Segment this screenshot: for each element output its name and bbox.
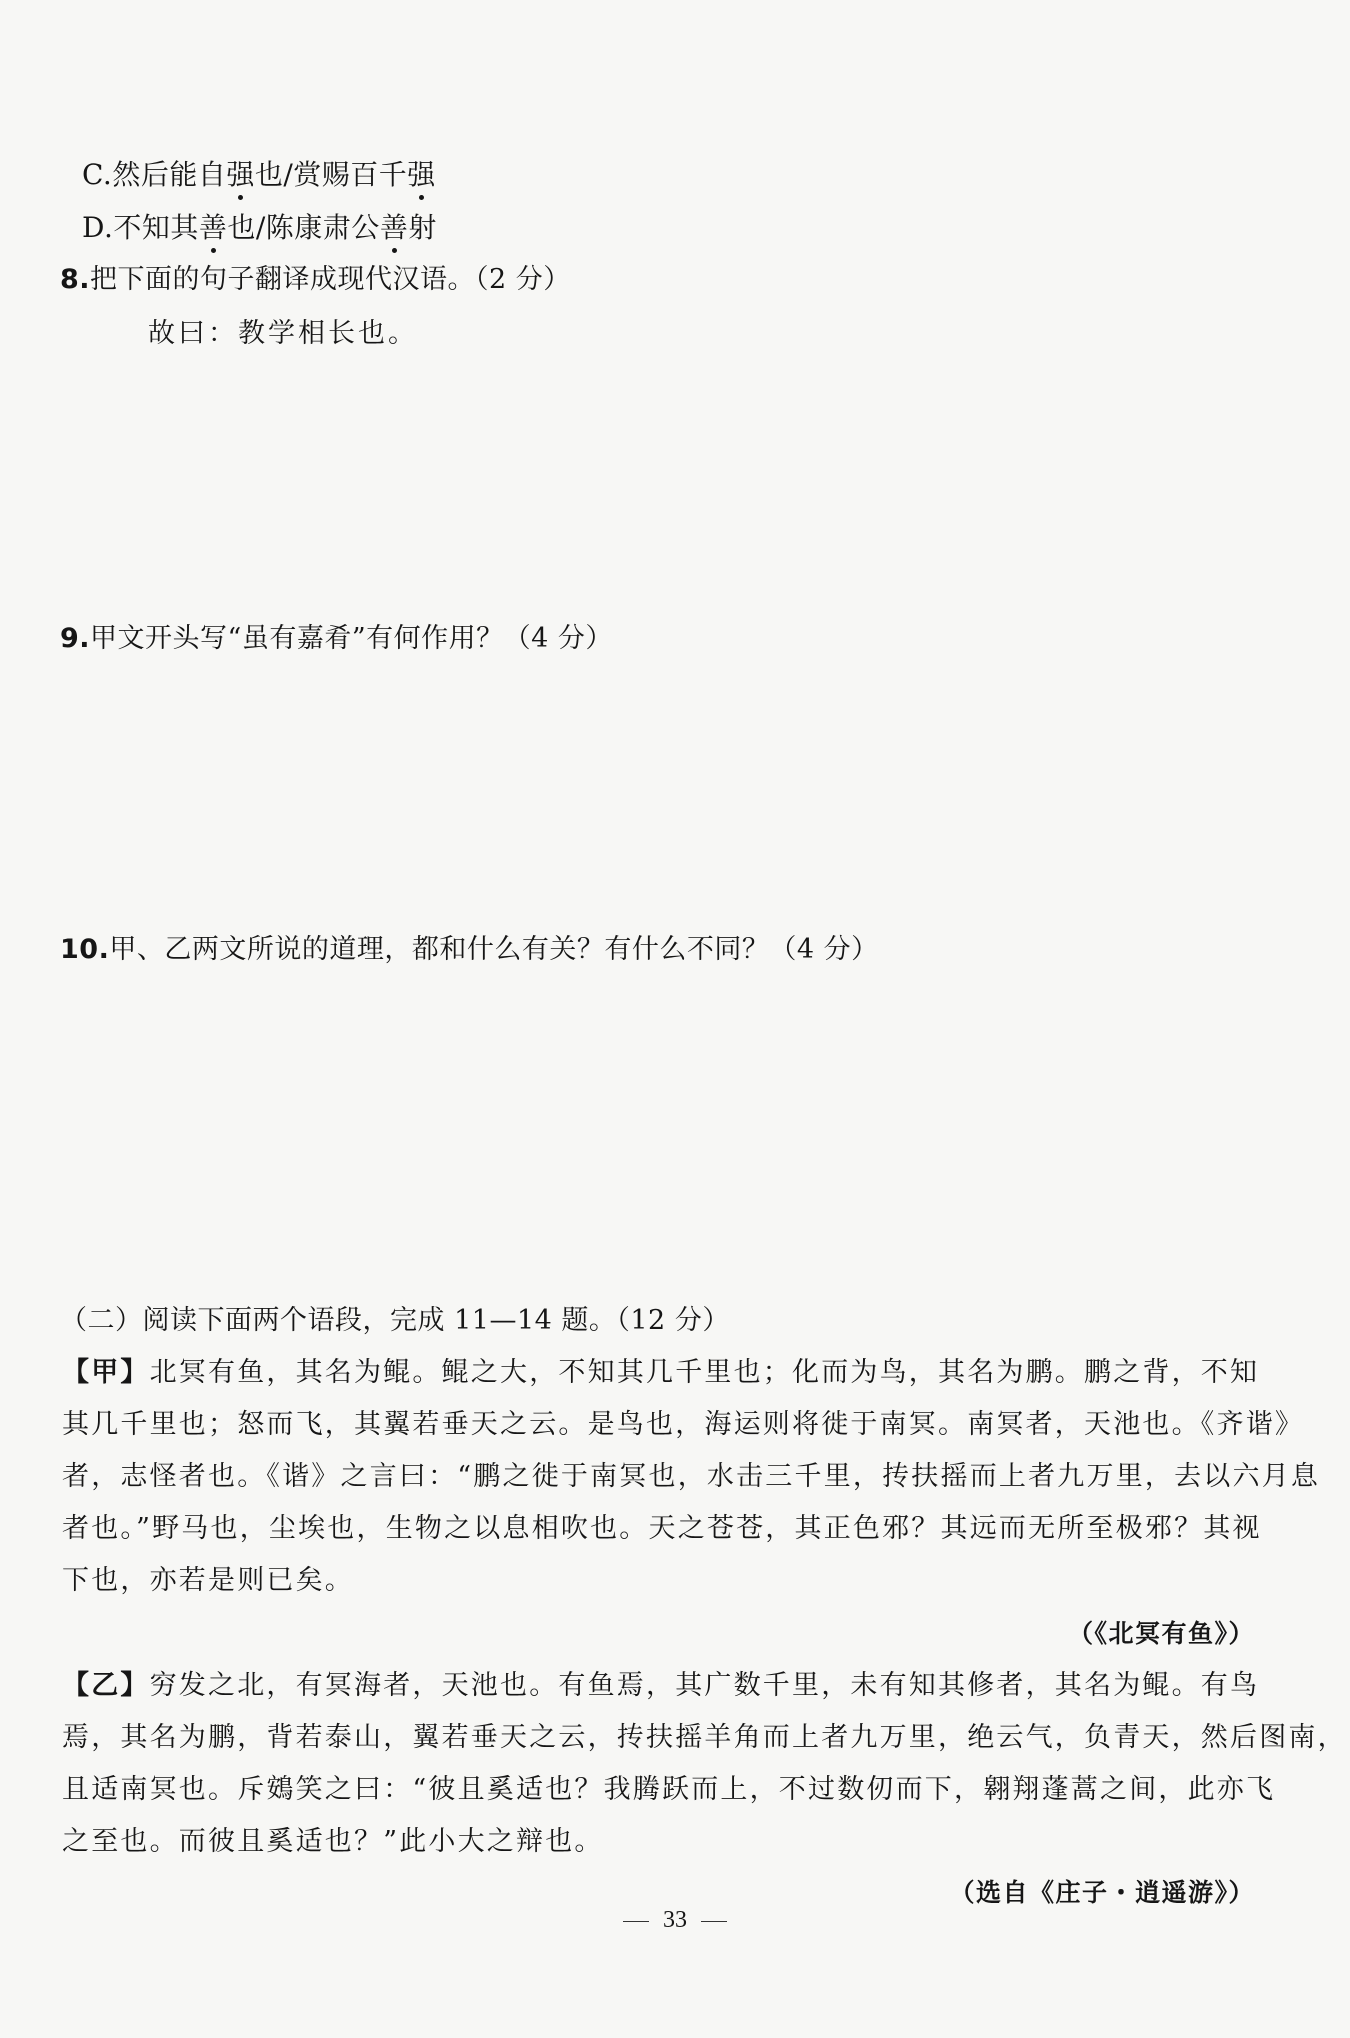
question-text: 把下面的句子翻译成现代汉语。（2 分） — [90, 264, 571, 295]
passage-b-line: 【乙】穷发之北，有冥海者，天池也。有鱼焉，其广数千里，未有知其修者，其名为鲲。有鸟 — [62, 1670, 1260, 1701]
question-text: 甲文开头写“虽有嘉肴”有何作用？（4 分） — [90, 623, 613, 654]
question-text: 甲、乙两文所说的道理，都和什么有关？有什么不同？（4 分） — [109, 934, 879, 965]
passage-a-line: 【甲】北冥有鱼，其名为鲲。鲲之大，不知其几千里也；化而为鸟，其名为鹏。鹏之背，不知 — [62, 1357, 1260, 1388]
passage-a-line: 下也，亦若是则已矣。 — [62, 1565, 354, 1596]
passage-b-source: （选自《庄子・逍遥游》） — [949, 1878, 1255, 1907]
option-c: C.然后能自强也/赏赐百千强 — [82, 158, 436, 191]
option-d: D.不知其善也/陈康肃公善射 — [82, 211, 437, 244]
passage-b-line: 焉，其名为鹏，背若泰山，翼若垂天之云，抟扶摇羊角而上者九万里，绝云气，负青天，然后图南， — [62, 1722, 1347, 1753]
question-8-sentence: 故曰：教学相长也。 — [148, 318, 418, 349]
passage-label: 【甲】 — [62, 1357, 150, 1388]
question-number: 9. — [60, 623, 91, 654]
page-number-text: 33 — [663, 1907, 687, 1933]
emphasis-dot-char: 强 — [226, 158, 255, 191]
emphasis-dot-char: 强 — [407, 158, 436, 191]
emphasis-dot-char: 善 — [198, 211, 228, 244]
page-number — [0, 1907, 1350, 1934]
passage-a-source: （《北冥有鱼》） — [1067, 1619, 1255, 1648]
emphasis-dot-char: 善 — [379, 211, 409, 244]
passage-a-line: 者，志怪者也。《谐》之言曰：“鹏之徙于南冥也，水击三千里，抟扶摇而上者九万里，去以六月息 — [62, 1461, 1321, 1492]
passage-label: 【乙】 — [62, 1670, 150, 1701]
page-number-dash — [701, 1921, 727, 1922]
passage-b-line: 且适南冥也。斥鴳笑之曰：“彼且奚适也？我腾跃而上，不过数仞而下，翱翔蓬蒿之间，此亦飞 — [62, 1774, 1276, 1805]
question-9 — [60, 622, 613, 656]
passage-b-line: 之至也。而彼且奚适也？”此小大之辩也。 — [62, 1826, 604, 1857]
section-title: （二）阅读下面两个语段，完成 11—14 题。（12 分） — [60, 1305, 730, 1336]
passage-a-line: 其几千里也；怒而飞，其翼若垂天之云。是鸟也，海运则将徙于南冥。南冥者，天池也。《齐谐》 — [62, 1409, 1305, 1440]
question-8 — [60, 263, 571, 297]
question-number: 10. — [60, 934, 110, 965]
question-10 — [60, 933, 879, 967]
passage-a-line: 者也。”野马也，尘埃也，生物之以息相吹也。天之苍苍，其正色邪？其远而无所至极邪？其视 — [62, 1513, 1262, 1544]
question-number: 8. — [60, 264, 91, 295]
page-number-dash — [623, 1921, 649, 1922]
